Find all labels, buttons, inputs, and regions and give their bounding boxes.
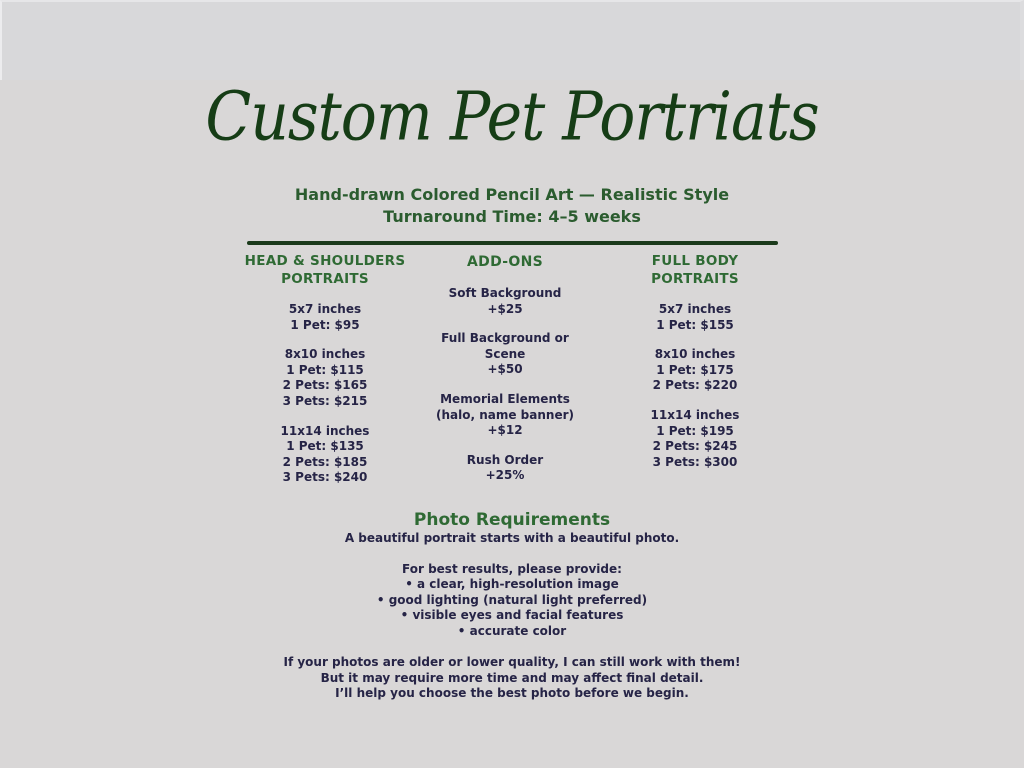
photo-requirements-intro: A beautiful portrait starts with a beautiful photo. (344, 531, 680, 545)
size-label: 8x10 inches (654, 347, 736, 362)
price-line: 3 Pets: $300 (652, 454, 738, 469)
price-line: 1 Pet: $195 (656, 423, 734, 438)
size-group (240, 424, 410, 486)
price-line: 2 Pets: $185 (282, 454, 368, 469)
size-label: 11x14 inches (650, 407, 740, 422)
price-line: 2 Pets: $220 (652, 378, 738, 393)
head-shoulders-heading (240, 252, 410, 288)
add-ons-column (424, 252, 586, 498)
size-group (240, 347, 410, 409)
add-on-item (424, 392, 586, 439)
size-group (612, 347, 778, 394)
photo-requirements-section (0, 509, 1024, 702)
size-label: 8x10 inches (284, 347, 366, 362)
price-line: 2 Pets: $245 (652, 439, 738, 454)
full-body-heading (612, 252, 778, 288)
price-line: 1 Pet: $115 (286, 362, 364, 377)
spacer (0, 639, 1024, 655)
price-line: 3 Pets: $240 (282, 470, 368, 485)
note-line: I’ll help you choose the best photo before we begin. (335, 686, 689, 700)
requirement-bullet: • good lighting (natural light preferred) (376, 592, 648, 607)
requirement-bullet: • accurate color (457, 623, 567, 638)
size-label: 5x7 inches (658, 302, 732, 316)
photo-requirements-title: Photo Requirements (413, 510, 611, 530)
add-on-item (424, 453, 586, 484)
subtitle-turnaround: Turnaround Time: 4–5 weeks (383, 207, 641, 226)
size-label: 5x7 inches (288, 302, 362, 316)
add-on-label: Rush Order (466, 452, 544, 467)
price-line: 2 Pets: $165 (282, 378, 368, 393)
add-on-price: +25% (485, 468, 525, 483)
add-on-label: Soft Background (448, 286, 562, 300)
note-line: If your photos are older or lower quality, I can still work with them! (283, 655, 741, 669)
price-line: 1 Pet: $155 (656, 317, 734, 332)
heading-line: PORTRAITS (651, 271, 739, 287)
add-on-label: Full Background or (441, 331, 569, 346)
size-label: 11x14 inches (280, 423, 370, 438)
size-group (612, 408, 778, 470)
heading-line: HEAD & SHOULDERS (244, 253, 406, 269)
price-line: 3 Pets: $215 (282, 393, 368, 408)
spacer (0, 547, 1024, 562)
head-shoulders-column (240, 252, 410, 500)
price-line: 1 Pet: $95 (290, 317, 360, 332)
note-line: But it may require more time and may affect final detail. (320, 670, 704, 685)
page-title: Custom Pet Portriats (205, 77, 819, 157)
subtitle-style: Hand-drawn Colored Pencil Art — Realistic Style (294, 185, 730, 204)
add-on-price: +$12 (487, 423, 523, 438)
add-ons-heading: ADD-ONS (467, 254, 543, 270)
requirement-bullet: • a clear, high-resolution image (405, 577, 619, 591)
photo-requirements-lead: For best results, please provide: (402, 561, 622, 576)
section-divider (247, 241, 778, 245)
price-line: 1 Pet: $135 (286, 439, 364, 454)
size-group (240, 302, 410, 333)
add-on-item (424, 331, 586, 378)
add-on-item (424, 286, 586, 317)
requirement-bullet: • visible eyes and facial features (400, 608, 624, 622)
add-on-price: +$25 (487, 301, 523, 316)
heading-line: PORTRAITS (281, 271, 369, 287)
add-on-label: (halo, name banner) (436, 407, 574, 422)
add-on-price: +$50 (487, 362, 523, 377)
add-on-label: Memorial Elements (440, 391, 570, 406)
price-line: 1 Pet: $175 (656, 362, 734, 377)
size-group (612, 302, 778, 333)
heading-line: FULL BODY (651, 253, 739, 269)
add-on-label: Scene (484, 346, 526, 361)
full-body-column (612, 252, 778, 484)
